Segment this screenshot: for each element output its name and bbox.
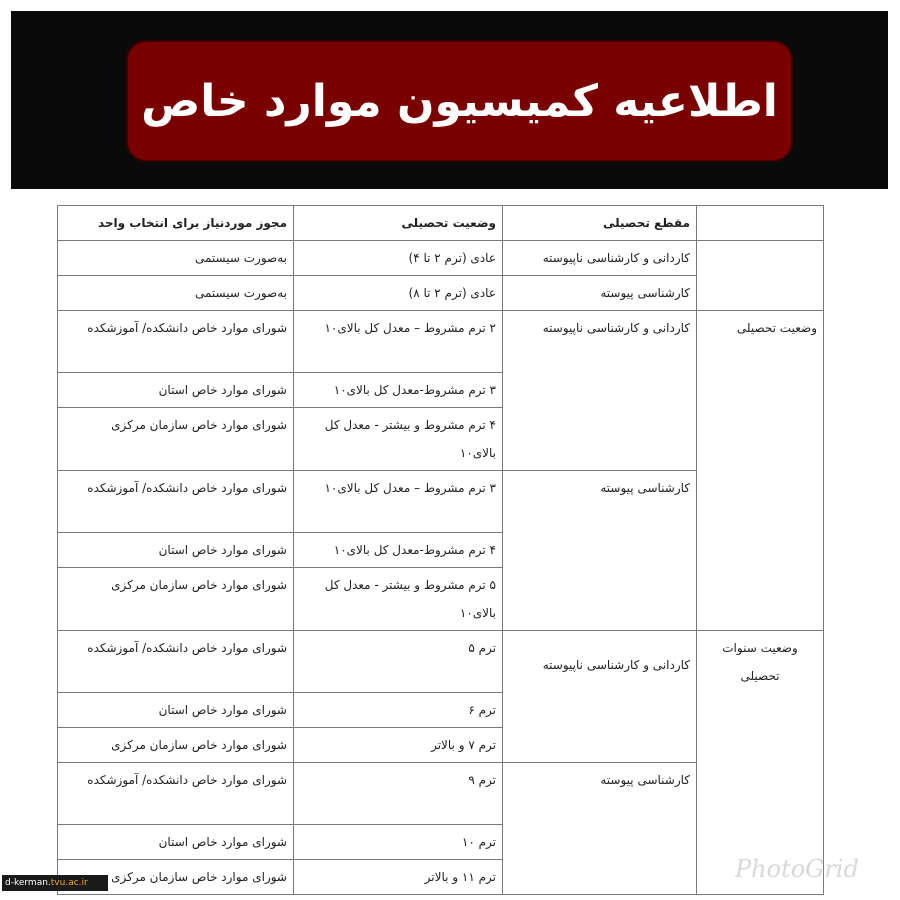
permit-cell: شورای موارد خاص دانشکده/ آموزشکده <box>58 631 294 693</box>
permit-cell: شورای موارد خاص استان <box>58 373 294 408</box>
header-category <box>697 206 824 241</box>
status-cell: ترم ۱۱ و بالاتر <box>294 860 503 895</box>
category-cell: وضعیت سنوات تحصیلی <box>697 631 824 895</box>
status-cell: ۵ ترم مشروط و بیشتر - معدل کل بالای۱۰ <box>294 568 503 631</box>
level-cell: کاردانی و کارشناسی ناپیوسته <box>503 631 697 763</box>
status-cell: ۲ ترم مشروط – معدل کل بالای۱۰ <box>294 311 503 373</box>
status-cell: ۳ ترم مشروط-معدل کل بالای۱۰ <box>294 373 503 408</box>
permit-cell: شورای موارد خاص دانشکده/ آموزشکده <box>58 763 294 825</box>
level-cell: کارشناسی پیوسته <box>503 763 697 895</box>
status-cell: ترم ۵ <box>294 631 503 693</box>
status-cell: عادی (ترم ۲ تا ۸) <box>294 276 503 311</box>
permit-cell: شورای موارد خاص سازمان مرکزی <box>58 728 294 763</box>
permit-cell: به‌صورت سیستمی <box>58 241 294 276</box>
status-cell: ۴ ترم مشروط و بیشتر - معدل کل بالای۱۰ <box>294 408 503 471</box>
permit-cell: شورای موارد خاص دانشکده/ آموزشکده <box>58 471 294 533</box>
table-row <box>58 631 824 693</box>
status-cell: ۳ ترم مشروط – معدل کل بالای۱۰ <box>294 471 503 533</box>
banner-title: اطلاعیه کمیسیون موارد خاص <box>141 75 778 127</box>
permit-cell: شورای موارد خاص استان <box>58 825 294 860</box>
permit-cell: شورای موارد خاص استان <box>58 533 294 568</box>
status-cell: ترم ۶ <box>294 693 503 728</box>
header-permit: مجوز موردنیاز برای انتخاب واحد <box>58 206 294 241</box>
permit-cell: شورای موارد خاص سازمان مرکزی <box>58 568 294 631</box>
level-cell: کارشناسی پیوسته <box>503 276 697 311</box>
permit-cell: شورای موارد خاص سازمان مرکزی <box>58 860 294 895</box>
status-cell: ۴ ترم مشروط-معدل کل بالای۱۰ <box>294 533 503 568</box>
photogrid-watermark: PhotoGrid <box>735 855 859 883</box>
site-url-suffix: tvu.ac.ir <box>50 878 88 888</box>
permit-cell: شورای موارد خاص سازمان مرکزی <box>58 408 294 471</box>
permit-cell: به‌صورت سیستمی <box>58 276 294 311</box>
header-row <box>58 206 824 241</box>
level-cell: کاردانی و کارشناسی ناپیوسته <box>503 311 697 471</box>
empty-category-cell <box>697 241 824 311</box>
site-url-tag <box>2 875 108 891</box>
table-row <box>58 311 824 373</box>
level-cell: کارشناسی پیوسته <box>503 471 697 631</box>
permit-cell: شورای موارد خاص استان <box>58 693 294 728</box>
permit-cell: شورای موارد خاص دانشکده/ آموزشکده <box>58 311 294 373</box>
header-banner <box>11 11 888 189</box>
rules-table <box>57 205 824 895</box>
site-url-prefix: d-kerman. <box>5 878 51 888</box>
status-cell: عادی (ترم ۲ تا ۴) <box>294 241 503 276</box>
header-level: مقطع تحصیلی <box>503 206 697 241</box>
table-row <box>58 241 824 276</box>
status-cell: ترم ۹ <box>294 763 503 825</box>
header-status: وضعیت تحصیلی <box>294 206 503 241</box>
status-cell: ترم ۷ و بالاتر <box>294 728 503 763</box>
title-box <box>126 40 793 162</box>
category-cell: وضعیت تحصیلی <box>697 311 824 631</box>
status-cell: ترم ۱۰ <box>294 825 503 860</box>
level-cell: کاردانی و کارشناسی ناپیوسته <box>503 241 697 276</box>
